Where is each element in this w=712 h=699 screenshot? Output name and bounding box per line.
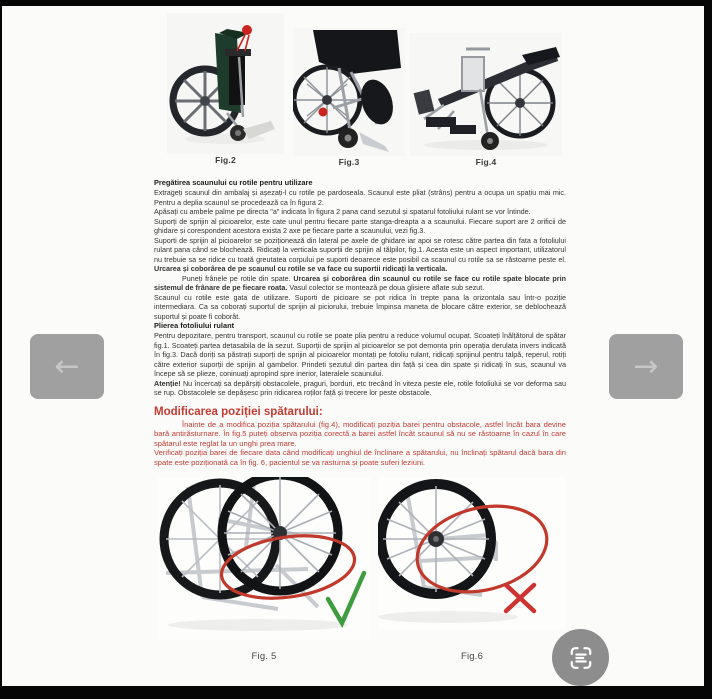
- paragraph: Apăsați cu ambele palme pe directa "a" indicata în figura 2 pana cand sezutul și spatarul fotoliului rulant se vor întinde.: [154, 207, 531, 216]
- top-black-bar: [0, 0, 712, 6]
- figure-5-label: Fig. 5: [251, 651, 277, 662]
- paragraph: Suporti de sprijin al picioarelor se poziționează din lateral pe axele de ghidare iar apoi se rotesc către partea din fata a fotoliului rulant pana când se blochează. Ridicați la verticala suporții de sprijin al tălpilor, fig.1. Acesta este un aspect important, utilizatorul nu trebuie sa se ridice cu toată greutatea corpului pe suporti deoarece este posibil ca scaunul cu rotile sa se răstoarne peste el. Urcarea și coborârea de pe scaunul cu rotile se va face cu suportii ridicați la verticala.: [154, 235, 566, 273]
- paragraph-warning: Atenție! Nu încercați sa depărșiți obstacolele, praguri, borduri, etc trecând în viteza peste ele, rotile fotoliului se vor deforma sau se rup. Obstacolele se depășesc prin ridicarea roților față și trecere lor peste obstacole.: [154, 378, 566, 397]
- scan-text-button[interactable]: [552, 629, 609, 686]
- figure-6: [378, 477, 566, 662]
- section-heading-preparation: Pregătirea scaunului cu rotile pentru utilizare: [154, 178, 313, 187]
- figure-5: [158, 477, 370, 662]
- paragraph: Pentru depozitare, pentru transport, scaunul cu rotile se poate plia pentru a reduce volumul ocupat. Scoateți înălțătorul de spătar fig.1. Scoateți partea detasabila de la sezut. Suporții de sprijin al picioarelor se pot demonta prin operația derulata invers indicată în fig.3. Dacă doriți sa păstrați suporți de sprijin al picioarelor montați pe fotoliu rulant, ridicați sprijinul pentru talpă, reperul, rotiți către exterior suporții de sprijin al gambelor. Prindeti șezutul din partea din față și cea din spate și ridicați în sus, scaunul va începe să se plieze, coninuați apropind spre inerior, lateralele scaunului.: [154, 331, 566, 378]
- paragraph: Scaunul cu rotile este gata de utilizare. Suporti de picioare se pot ridica în trepte pana la orizontala sau într-o poziție intermediara. Ca sa coborați suportul de sprijin al piciorului, trebuie împinsa maneta de blocare către exterior, se deblochează suportul și poate fi coborât.: [154, 292, 566, 321]
- figure-2: [167, 13, 284, 165]
- figure-4-label: Fig.4: [475, 157, 497, 167]
- figure-2-label: Fig.2: [215, 155, 236, 165]
- next-image-button[interactable]: [609, 334, 683, 399]
- scan-text-icon: [566, 643, 596, 673]
- figure-2-photo-folded-wheelchair-image: [167, 13, 284, 154]
- figure-6-photo-wrong-bar-image: [378, 477, 566, 629]
- section-heading-backrest: Modificarea poziției spătarului:: [154, 405, 323, 418]
- paragraph: Extrageți scaunul din ambalaj și așezați-l cu rotile pe pardoseala. Scaunul este pliat (strâns) pentru a ocupa un spațiu mai mic. Pentru a deplia scaunul se procedează ca în figura 2.: [154, 188, 566, 207]
- backrest-warning-section: [154, 405, 566, 468]
- figure-5-photo-correct-bar-image: [158, 477, 370, 640]
- bottom-black-bar: [0, 686, 712, 699]
- paragraph-red: Verificați poziția barei de fiecare data când modificați unghiul de înclinare a spătarului, nu înclinați spătarul dacă bara din spate este poziționată ca în fig. 6, pacientul se va rasturna și poate suferi leziuni.: [154, 448, 566, 467]
- figure-3-label: Fig.3: [338, 157, 360, 167]
- previous-image-button[interactable]: [30, 334, 104, 399]
- arrow-left-icon: ←: [54, 348, 80, 384]
- right-black-edge: [704, 0, 712, 699]
- figure-3: [293, 28, 405, 167]
- section-heading-folding: Plierea fotoliului rulant: [154, 321, 235, 330]
- figure-4-photo-reclined-wheelchair-image: [410, 33, 562, 156]
- figure-6-label: Fig.6: [460, 651, 484, 662]
- paragraph: Suporți de sprijin al picioarelor, este cate unul pentru fiecare parte stanga-dreapta a a scaunului. Fiecare suport are 2 orificii de ghidare și corespondent acestora exista 2 axe pe fiecare parte a scaunului, vezi fig.3.: [154, 216, 566, 235]
- figure-3-photo-footrest-detail-image: [293, 28, 405, 156]
- arrow-right-icon: →: [633, 348, 659, 384]
- paragraph: Puneți frânele pe rotile din spate. Urcarea și coborârea din scaunul cu rotile se face cu rotile spate blocate prin sistemul de frânare de pe fiecare roata. Vasul colector se montează pe doua glisiere aflate sub sezut.: [154, 273, 566, 292]
- paragraph-red: Înainte de a modifica poziția spătarului (fig.4), modificați poziția barei pentru obstacole, astfel încât bara devine bară antirăsturnare. În fig.5 puteți observa poziția corectă a barei astfel încât scaunul să nu se răstoarne în cazul în care spătarul este reglat la un unghi prea mare.: [154, 419, 566, 448]
- document-text: [154, 178, 566, 467]
- left-black-edge: [0, 0, 2, 699]
- figure-4: [410, 33, 562, 167]
